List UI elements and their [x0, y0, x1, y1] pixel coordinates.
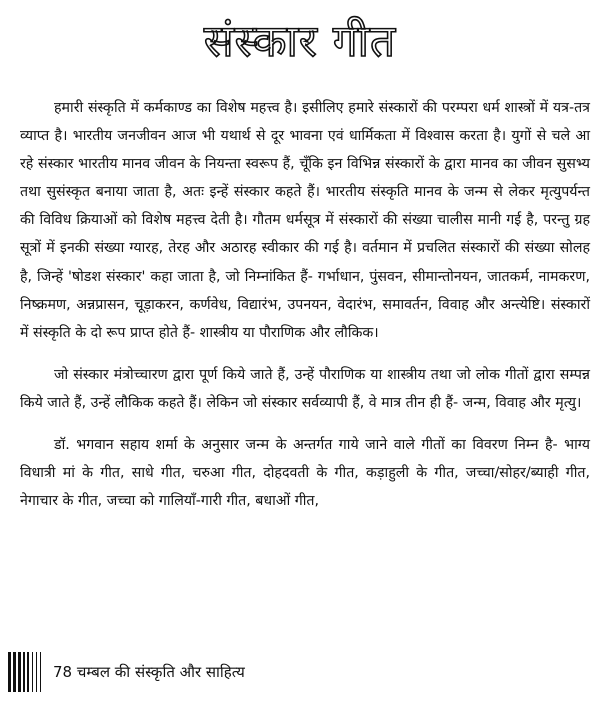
paragraph-1: हमारी संस्कृति में कर्मकाण्ड का विशेष महत्त्व है। इसीलिए हमारे संस्कारों की परम्परा धर्म शास्त्रों में यत्र-तत्र व्याप्त है। भारतीय जनजीवन आज भी यथार्थ से दूर भावना एवं धार्मिकता में विश्वास करता है। युगों से चले आ रहे संस्कार भारतीय मानव जीवन के नियन्ता स्वरूप हैं, चूँकि इन विभिन्न संस्कारों के द्वारा मानव का जीवन सुसभ्य तथा सुसंस्कृत बनाया जाता है, अतः इन्हें संस्कार कहते हैं। भारतीय संस्कृति मानव के जन्म से लेकर मृत्युपर्यन्त की विविध क्रियाओं को विशेष महत्त्व देती है। गौतम धर्मसूत्र में संस्कारों की संख्या चालीस मानी गई है, परन्तु ग्रह सूत्रों में इनकी संख्या ग्यारह, तेरह और अठारह स्वीकार की गई है। वर्तमान में प्रचलित संस्कारों की संख्या सोलह है, जिन्हें 'षोडश संस्कार' कहा जाता है, जो निम्नांकित हैं- गर्भाधान, पुंसवन, सीमान्तोनयन, जातकर्म, नामकरण, निष्क्रमण, अन्नप्रासन, चूड़ाकरन, कर्णवेध, विद्यारंभ, उपनयन, वेदारंभ, समावर्तन, विवाह और अन्त्येष्टि। संस्कारों में संस्कृति के दो रूप प्राप्त होते हैं- शास्त्रीय या पौराणिक और लौकिक।	[20, 100, 590, 341]
decorative-bars-icon	[8, 652, 41, 692]
paragraph-3: डॉ. भगवान सहाय शर्मा के अनुसार जन्म के अन्तर्गत गाये जाने वाले गीतों का विवरण निम्न है- भाग्य विधात्री मां के गीत, साधे गीत, चरुआ गीत, दोहदवती के गीत, कड़ाहुली के गीत, जच्चा/सोहर/ब्याही गीत, नेगाचार के गीत, जच्चा को गालियाँ-गारी गीत, बधाओं गीत,	[20, 437, 590, 510]
book-title: चम्बल की संस्कृति और साहित्य	[76, 663, 245, 681]
body-text	[20, 94, 590, 529]
paragraph-2: जो संस्कार मंत्रोच्चारण द्वारा पूर्ण किये जाते हैं, उन्हें पौराणिक या शास्त्रीय तथा जो लोक गीतों द्वारा सम्पन्न किये जाते हैं, उन्हें लौकिक कहते हैं। लेकिन जो संस्कार सर्वव्यापी हैं, वे मात्र तीन ही हैं- जन्म, विवाह और मृत्यु।	[20, 366, 590, 411]
page-number: 78	[53, 663, 73, 681]
footer-text	[53, 662, 245, 682]
page-footer	[8, 652, 245, 692]
chapter-title: संस्कार गीत	[203, 16, 397, 67]
